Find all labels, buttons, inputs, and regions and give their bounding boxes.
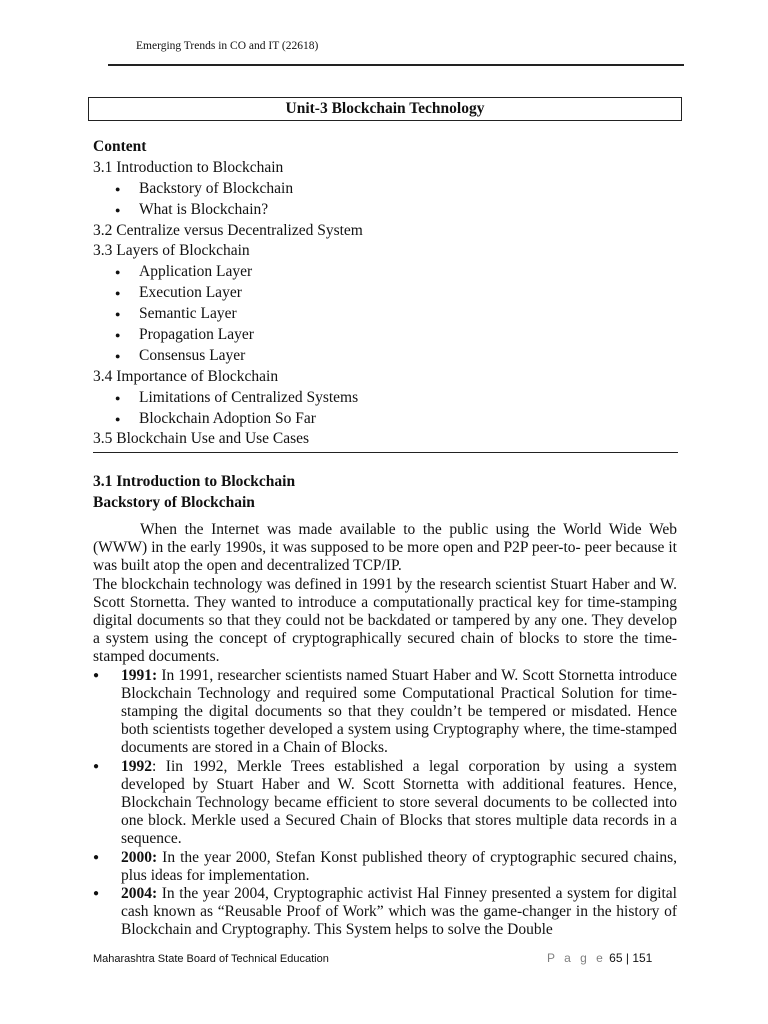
page-word: P a g e bbox=[547, 951, 606, 965]
contents-bullet-item bbox=[93, 388, 683, 409]
page-current: 65 bbox=[609, 951, 623, 965]
running-header: Emerging Trends in CO and IT (22618) bbox=[136, 40, 319, 52]
contents-item-text: 3.4 Importance of Blockchain bbox=[93, 367, 279, 385]
history-year: 2000: bbox=[121, 848, 158, 866]
contents-item-text: Limitations of Centralized Systems bbox=[139, 388, 359, 406]
bullet-icon: ● bbox=[93, 669, 100, 681]
contents-bullet-item bbox=[93, 346, 683, 367]
page-total: 151 bbox=[632, 951, 653, 965]
section-subheading: Backstory of Blockchain bbox=[93, 493, 255, 511]
bullet-icon: ● bbox=[93, 760, 100, 772]
contents-bullet-item bbox=[93, 262, 683, 283]
history-text: In the year 2004, Cryptographic activist Hal Finney presented a system for digital cash known as “Reusable Proof of Work” which was the game-changer in the history of Blockchain and Cryptography. This System helps to solve the Double bbox=[121, 885, 677, 939]
bullet-icon: ● bbox=[115, 183, 121, 194]
contents-rule bbox=[93, 452, 678, 453]
contents-item-text: Propagation Layer bbox=[139, 326, 254, 344]
bullet-icon: ● bbox=[115, 288, 121, 299]
contents-section-item bbox=[93, 158, 683, 179]
contents-item-text: Backstory of Blockchain bbox=[139, 179, 294, 197]
history-text: : Iin 1992, Merkle Trees established a legal corporation by using a system developed by Stuart Haber and W. Scott Stornetta with additional features. Hence, Blockchain Technology became efficient to store several documents to be collected into one block. Merkle used a Secured Chain of Blocks that stores multiple data records in a sequence. bbox=[121, 757, 677, 848]
history-item bbox=[93, 758, 677, 849]
contents-item-text: Consensus Layer bbox=[139, 346, 246, 364]
contents-item-text: 3.5 Blockchain Use and Use Cases bbox=[93, 430, 310, 448]
bullet-icon: ● bbox=[115, 204, 121, 215]
footer-board: Maharashtra State Board of Technical Education bbox=[93, 953, 329, 965]
section-intro bbox=[93, 472, 677, 940]
bullet-icon: ● bbox=[115, 330, 121, 341]
page-separator: | bbox=[625, 951, 629, 965]
contents-bullet-item bbox=[93, 409, 683, 430]
contents-bullet-item bbox=[93, 200, 683, 221]
bullet-icon: ● bbox=[93, 851, 100, 863]
contents-item-text: Blockchain Adoption So Far bbox=[139, 409, 316, 427]
history-item bbox=[93, 849, 677, 885]
bullet-icon: ● bbox=[115, 350, 121, 361]
history-list bbox=[93, 667, 677, 940]
history-year: 2004: bbox=[121, 885, 158, 903]
contents-item-text: 3.1 Introduction to Blockchain bbox=[93, 158, 284, 176]
contents-item-text: Execution Layer bbox=[139, 284, 242, 302]
unit-title: Unit-3 Blockchain Technology bbox=[88, 97, 682, 121]
bullet-icon: ● bbox=[115, 413, 121, 424]
history-item bbox=[93, 885, 677, 940]
history-item bbox=[93, 667, 677, 758]
page-indicator bbox=[547, 951, 652, 965]
bullet-icon: ● bbox=[115, 392, 121, 403]
contents-list bbox=[93, 158, 683, 450]
contents-section-item bbox=[93, 367, 683, 388]
contents-item-text: Application Layer bbox=[139, 263, 253, 281]
history-text: In 1991, researcher scientists named Stuart Haber and W. Scott Stornetta introduce Blockchain Technology and required some Computational Practical Solution for time-stamping the digital documents so that they couldn’t be tempered or misdated. Hence both scientists together developed a system using Cryptography where, the time-stamped documents are stored in a Chain of Blocks. bbox=[121, 666, 677, 757]
contents-item-text: 3.3 Layers of Blockchain bbox=[93, 242, 250, 260]
contents-bullet-item bbox=[93, 283, 683, 304]
bullet-icon: ● bbox=[115, 267, 121, 278]
bullet-icon: ● bbox=[115, 309, 121, 320]
contents-section-item bbox=[93, 241, 683, 262]
contents-item-text: 3.2 Centralize versus Decentralized System bbox=[93, 221, 363, 239]
history-year: 1992 bbox=[121, 757, 152, 775]
contents-item-text: Semantic Layer bbox=[139, 305, 237, 323]
contents-bullet-item bbox=[93, 179, 683, 200]
table-of-contents bbox=[93, 137, 683, 450]
bullet-icon: ● bbox=[93, 888, 100, 900]
history-text: In the year 2000, Stefan Konst published theory of cryptographic secured chains, plus ideas for implementation. bbox=[121, 848, 677, 884]
paragraph-2: The blockchain technology was defined in 1991 by the research scientist Stuart Haber and W. Scott Stornetta. They wanted to introduce a computationally practical key for time-stamping digital documents so that they could not be backdated or tampered by any one. They develop a system using the concept of cryptographically secured chain of blocks to store the time-stamped documents. bbox=[93, 575, 677, 666]
contents-section-item bbox=[93, 221, 683, 242]
contents-bullet-item bbox=[93, 325, 683, 346]
history-year: 1991: bbox=[121, 666, 158, 684]
contents-section-item bbox=[93, 429, 683, 450]
contents-bullet-item bbox=[93, 304, 683, 325]
header-rule bbox=[108, 64, 684, 66]
contents-heading: Content bbox=[93, 138, 147, 155]
contents-item-text: What is Blockchain? bbox=[139, 200, 269, 218]
paragraph-1: When the Internet was made available to the public using the World Wide Web (WWW) in the early 1990s, it was supposed to be more open and P2P peer-to- peer because it was built atop the open and decentralized TCP/IP. bbox=[93, 521, 677, 575]
section-heading: 3.1 Introduction to Blockchain bbox=[93, 473, 296, 490]
